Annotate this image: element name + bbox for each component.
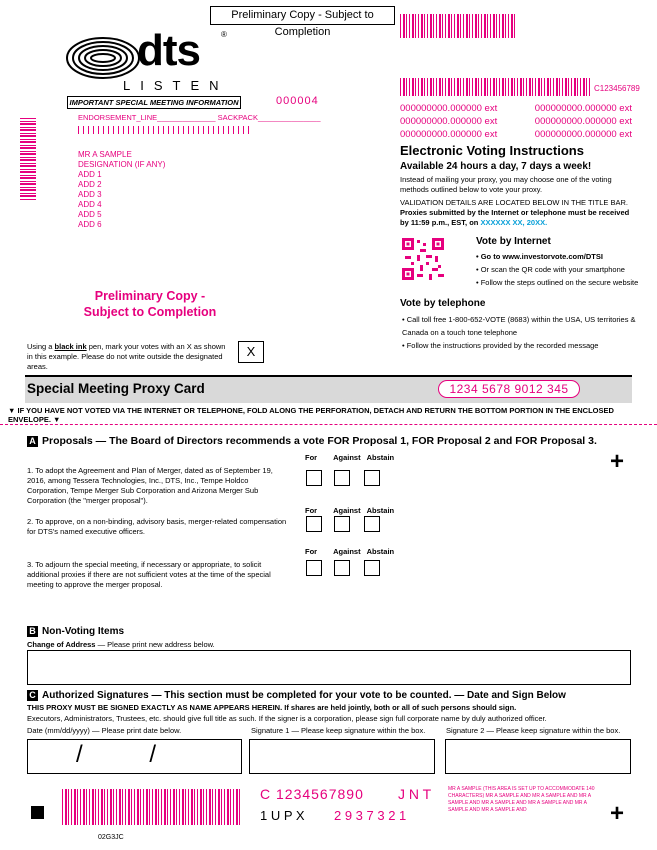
ext-lines: 000000000.000000 ext 000000000.000000 ext 000000000.000000 ext 000000000.000000 ext 000000000.000000 ext 000000000.000000 ext: [400, 103, 632, 140]
proposal-1-abstain[interactable]: [364, 470, 380, 486]
footer-upx: 1 U P X: [260, 808, 305, 823]
phone-title: Vote by telephone: [400, 298, 486, 309]
evi-instead: Instead of mailing your proxy, you may choose one of the voting methods outlined below to vote your proxy.: [400, 175, 612, 194]
prelim-header: Preliminary Copy - Subject to Completion: [210, 6, 395, 25]
internet-title: Vote by Internet: [476, 236, 551, 247]
vote-headers-2: For Against Abstain: [305, 506, 395, 515]
section-c-header: C Authorized Signatures — This section must be completed for your vote to be counted. — Date and Sign Below: [27, 690, 566, 701]
meeting-info: IMPORTANT SPECIAL MEETING INFORMATION: [67, 96, 241, 109]
plus-mark-top: +: [610, 448, 625, 475]
signature-2-field[interactable]: [445, 739, 631, 774]
card-title-bar: [25, 375, 632, 403]
footer-jnt: J N T: [398, 786, 432, 802]
seq-number: 000004: [276, 95, 319, 107]
footer-num: 2 9 3 7 3 2 1: [334, 808, 407, 823]
logo-registered: ®: [221, 30, 227, 39]
ink-note: Using a black ink pen, mark your votes with an X as shown in this example. Please do not write outside the designated areas.: [27, 342, 226, 371]
phone-items: • Call toll free 1-800-652-VOTE (8683) within the USA, US territories & Canada on a touch tone telephone • Follow the instructions provided by the recorded message: [402, 315, 636, 350]
footer-sample-text: MR A SAMPLE (THIS AREA IS SET UP TO ACCOMMODATE 140 CHARACTERS) MR A SAMPLE AND MR A SAMPLE AND MR A SAMPLE AND MR A SAMPLE AND MR A SAMPLE AND MR A SAMPLE AND MR A SAMPLE AND: [448, 786, 595, 813]
proposal-2-abstain[interactable]: [364, 516, 380, 532]
date-label: Date (mm/dd/yyyy) — Please print date below.: [27, 726, 182, 735]
sig2-label: Signature 2 — Please keep signature within the box.: [446, 726, 621, 735]
control-number: 1234 5678 9012 345: [438, 380, 580, 398]
qr-code-icon: [402, 238, 444, 280]
barcode-id: C123456789: [594, 84, 640, 93]
top-barcode: [400, 14, 515, 38]
proposal-3-against[interactable]: [334, 560, 350, 576]
proposal-1-against[interactable]: [334, 470, 350, 486]
postal-barcode: [78, 126, 250, 134]
evi-proxies: Proxies submitted by the Internet or telephone must be received by 11:59 p.m., EST, on XXXXXX XX, 20XX.: [400, 208, 630, 227]
fold-notice: ▼ IF YOU HAVE NOT VOTED VIA THE INTERNET OR TELEPHONE, FOLD ALONG THE PERFORATION, DETACH AND RETURN THE BOTTOM PORTION IN THE ENCLOSED ENVELOPE. ▼: [8, 406, 614, 424]
executors-note: Executors, Administrators, Trustees, etc. should give full title as such. If the signer is a corporation, please sign full corporate name by duly authorized officer.: [27, 714, 547, 723]
proposal-2-for[interactable]: [306, 516, 322, 532]
logo-brand: dts: [137, 26, 200, 75]
proposal-2-against[interactable]: [334, 516, 350, 532]
id-barcode: [400, 78, 590, 96]
logo-sub: LISTEN: [123, 78, 229, 93]
logo: [65, 26, 235, 100]
mail-address: MR A SAMPLE DESIGNATION (IF ANY) ADD 1 ADD 2 ADD 3 ADD 4 ADD 5 ADD 6: [78, 150, 166, 229]
card-title: Special Meeting Proxy Card: [27, 381, 205, 396]
evi-available: Available 24 hours a day, 7 days a week!: [400, 161, 592, 172]
perforation-line: [0, 424, 657, 425]
proposal-1-for[interactable]: [306, 470, 322, 486]
internet-items: • Go to www.investorvote.com/DTSI • Or scan the QR code with your smartphone • Follow the steps outlined on the secure website: [476, 252, 639, 287]
plus-mark-bottom: +: [610, 800, 625, 827]
date-slashes: / /: [76, 741, 157, 768]
prelim-mid: Preliminary Copy - Subject to Completion: [83, 289, 217, 319]
proposal-2: 2. To approve, on a non-binding, advisory basis, merger-related compensation for DTS's named executive officers.: [27, 517, 287, 536]
endorsement-line: ENDORSEMENT_LINE______________ SACKPACK_______________: [78, 113, 321, 122]
section-a-header: A Proposals — The Board of Directors recommends a vote FOR Proposal 1, FOR Proposal 2 and FOR Proposal 3.: [27, 435, 597, 447]
example-mark-box: X: [238, 341, 264, 363]
registration-square: [31, 806, 44, 819]
proposal-1: 1. To adopt the Agreement and Plan of Merger, dated as of September 19, 2016, among Tessera Technologies, Inc., DTS, Inc., Tempe Holdco Corporation, Tempe Merger Sub Corporation and Arizona Merger Sub Corporation (the "merger proposal").: [27, 466, 273, 505]
logo-stripes-icon: [65, 34, 145, 84]
sign-instruction: THIS PROXY MUST BE SIGNED EXACTLY AS NAME APPEARS HEREIN. If shares are held jointly, both or all of such persons should sign.: [27, 703, 517, 712]
change-of-address-field[interactable]: [27, 650, 631, 685]
evi-deadline: XXXXXX XX, 20XX.: [480, 218, 548, 227]
vote-headers-1: For Against Abstain: [305, 453, 395, 462]
section-b-header: B Non-Voting Items: [27, 626, 124, 637]
sig1-label: Signature 1 — Please keep signature within the box.: [251, 726, 426, 735]
footer-code: C 1234567890: [260, 786, 364, 802]
proposal-3-for[interactable]: [306, 560, 322, 576]
evi-validation: VALIDATION DETAILS ARE LOCATED BELOW IN THE TITLE BAR.: [400, 198, 628, 207]
change-of-address-label: Change of Address — Please print new address below.: [27, 640, 215, 649]
proposal-3-abstain[interactable]: [364, 560, 380, 576]
signature-1-field[interactable]: [249, 739, 435, 774]
evi-title: Electronic Voting Instructions: [400, 143, 584, 158]
date-field[interactable]: [27, 739, 242, 774]
form-code: 02G3JC: [98, 834, 124, 841]
footer-barcode: [62, 789, 242, 825]
proposal-3: 3. To adjourn the special meeting, if necessary or appropriate, to solicit additional proxies if there are not sufficient votes at the time of the special meeting to approve the merger proposal.: [27, 560, 271, 589]
side-barcode: [20, 118, 36, 200]
vote-headers-3: For Against Abstain: [305, 547, 395, 556]
